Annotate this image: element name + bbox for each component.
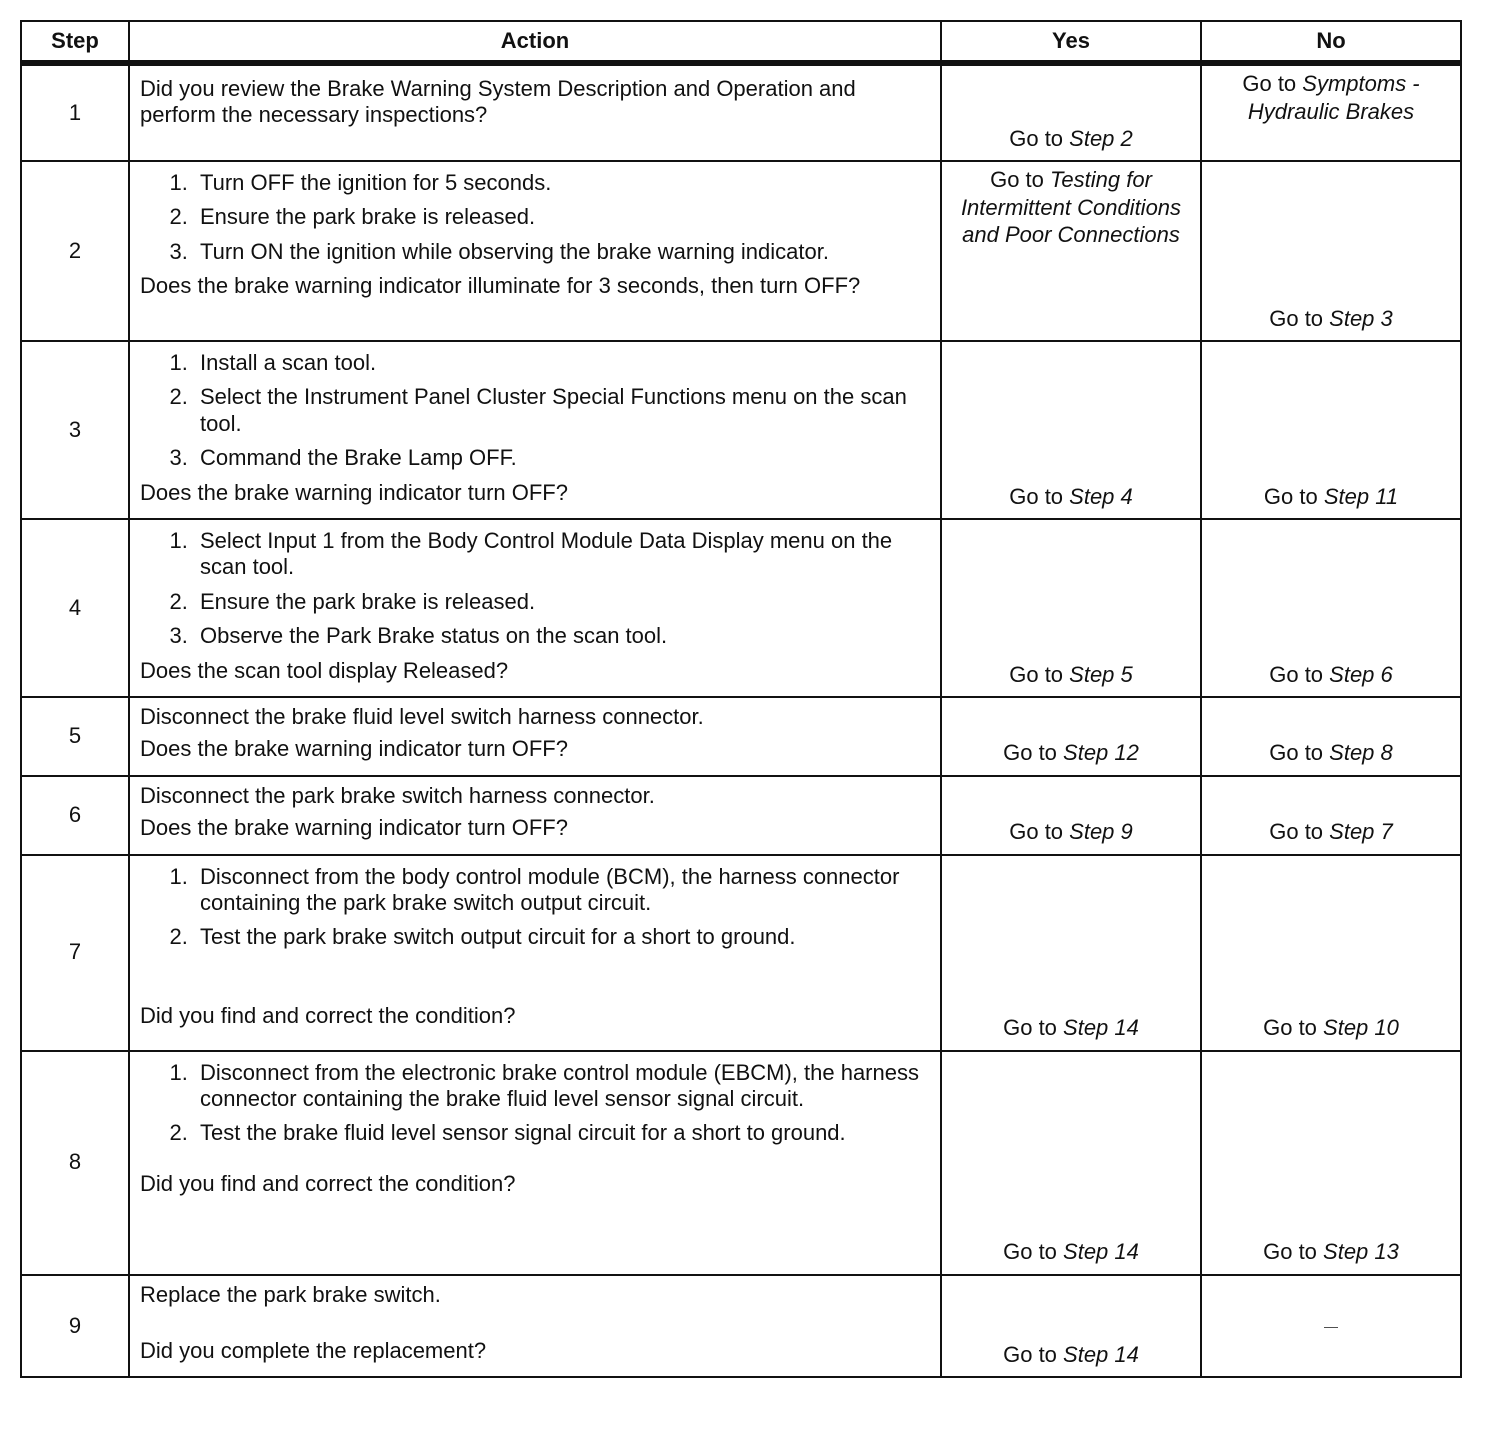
action-cell: [129, 697, 941, 776]
step-number: 3: [21, 341, 129, 519]
question-text: Does the brake warning indicator turn OFF?: [140, 736, 568, 762]
action-list: [140, 170, 930, 265]
yes-target: Step 14: [1063, 1239, 1139, 1265]
yes-target: Step 9: [1069, 819, 1133, 845]
step-number: 8: [21, 1051, 129, 1275]
no-cell: [1201, 161, 1461, 341]
yes-cell: [941, 776, 1201, 855]
header-no: No: [1201, 21, 1461, 63]
no-prefix: Go to: [1269, 661, 1330, 687]
action-item: 1. Select Input 1 from the Body Control Module Data Display menu on the scan tool.: [194, 528, 930, 581]
yes-prefix: Go to: [1003, 1239, 1064, 1265]
table-row: [21, 519, 1461, 697]
intro-text: Disconnect the brake fluid level switch harness connector.: [140, 703, 704, 729]
action-cell: [129, 63, 941, 161]
yes-cell: [941, 697, 1201, 776]
yes-cell: [941, 519, 1201, 697]
no-target: Step 11: [1323, 483, 1399, 509]
no-target: Symptoms - Hydraulic Brakes: [1247, 71, 1420, 124]
no-prefix: Go to: [1263, 483, 1324, 509]
no-prefix: Go to: [1242, 71, 1303, 96]
diagnostic-table: [20, 20, 1462, 1378]
no-cell: [1201, 1051, 1461, 1275]
action-item: 2. Ensure the park brake is released.: [194, 204, 930, 230]
no-cell: [1201, 1275, 1461, 1378]
no-target: Step 8: [1329, 740, 1393, 766]
yes-target: Step 12: [1063, 740, 1139, 766]
yes-target: Step 14: [1063, 1341, 1139, 1367]
header-row: [21, 21, 1461, 63]
action-cell: [129, 776, 941, 855]
yes-cell: [941, 63, 1201, 161]
question-text: Did you find and correct the condition?: [140, 1170, 516, 1196]
step-number: 9: [21, 1275, 129, 1378]
no-cell: [1201, 63, 1461, 161]
yes-prefix: Go to: [1009, 483, 1070, 509]
header-action: Action: [129, 21, 941, 63]
yes-prefix: Go to: [990, 167, 1050, 192]
no-target: Step 3: [1329, 305, 1393, 331]
header-step: Step: [21, 21, 129, 63]
no-prefix: Go to: [1263, 1015, 1324, 1041]
step-number: 1: [21, 63, 129, 161]
action-cell: [129, 519, 941, 697]
yes-target: Step 4: [1069, 483, 1133, 509]
step-number: 2: [21, 161, 129, 341]
step-number: 4: [21, 519, 129, 697]
no-cell: [1201, 697, 1461, 776]
action-item: 3. Command the Brake Lamp OFF.: [194, 445, 930, 471]
action-cell: [129, 1051, 941, 1275]
question-text: Does the brake warning indicator turn OFF?: [140, 479, 568, 505]
action-item: 1. Disconnect from the body control module (BCM), the harness connector containing the park brake switch output circuit.: [194, 864, 930, 917]
yes-target: Step 14: [1063, 1015, 1139, 1041]
yes-prefix: Go to: [1003, 740, 1064, 766]
no-prefix: Go to: [1263, 1239, 1324, 1265]
yes-prefix: Go to: [1009, 125, 1070, 151]
no-target: Step 13: [1323, 1239, 1399, 1265]
yes-cell: [941, 161, 1201, 341]
yes-prefix: Go to: [1003, 1341, 1064, 1367]
no-cell: [1201, 855, 1461, 1051]
yes-cell: [941, 1051, 1201, 1275]
question-text: Does the brake warning indicator turn OFF?: [140, 815, 568, 841]
no-target: Step 6: [1329, 661, 1393, 687]
action-item: 1. Install a scan tool.: [194, 350, 930, 376]
action-list: [140, 528, 930, 650]
yes-cell: [941, 855, 1201, 1051]
no-prefix: Go to: [1269, 819, 1330, 845]
step-number: 5: [21, 697, 129, 776]
yes-prefix: Go to: [1009, 819, 1070, 845]
no-prefix: Go to: [1269, 305, 1330, 331]
action-item: 2. Select the Instrument Panel Cluster Special Functions menu on the scan tool.: [194, 384, 930, 437]
no-cell: [1201, 519, 1461, 697]
intro-text: Disconnect the park brake switch harness connector.: [140, 782, 655, 808]
header-yes: Yes: [941, 21, 1201, 63]
question-text: Did you complete the replacement?: [140, 1337, 487, 1363]
no-prefix: Go to: [1269, 740, 1330, 766]
action-item: 2. Test the park brake switch output circuit for a short to ground.: [194, 924, 930, 950]
action-cell: [129, 1275, 941, 1378]
action-item: 2. Test the brake fluid level sensor signal circuit for a short to ground.: [194, 1120, 930, 1146]
action-cell: [129, 855, 941, 1051]
action-item: 3. Turn ON the ignition while observing the brake warning indicator.: [194, 239, 930, 265]
step-number: 7: [21, 855, 129, 1051]
step-number: 6: [21, 776, 129, 855]
yes-prefix: Go to: [1003, 1015, 1064, 1041]
question-text: Does the scan tool display Released?: [140, 657, 509, 683]
yes-cell: [941, 1275, 1201, 1378]
question-text: Does the brake warning indicator illuminate for 3 seconds, then turn OFF?: [140, 273, 861, 299]
no-cell: [1201, 776, 1461, 855]
action-list: [140, 1060, 930, 1147]
action-cell: [129, 341, 941, 519]
yes-prefix: Go to: [1009, 661, 1070, 687]
action-list: [140, 864, 930, 951]
action-list: [140, 350, 930, 472]
no-target: Step 10: [1323, 1015, 1399, 1041]
yes-cell: [941, 341, 1201, 519]
action-item: 3. Observe the Park Brake status on the scan tool.: [194, 623, 930, 649]
table-row: [21, 776, 1461, 855]
no-target: —: [1324, 1317, 1338, 1334]
table-row: [21, 341, 1461, 519]
action-cell: [129, 161, 941, 341]
intro-text: Replace the park brake switch.: [140, 1281, 441, 1307]
table-row: [21, 855, 1461, 1051]
question-text: Did you find and correct the condition?: [140, 1002, 516, 1028]
action-item: 2. Ensure the park brake is released.: [194, 589, 930, 615]
table-row: [21, 1275, 1461, 1378]
yes-target: Step 2: [1069, 125, 1133, 151]
table-row: [21, 161, 1461, 341]
question-text: Did you review the Brake Warning System Description and Operation and perform the necessary inspections?: [140, 76, 856, 128]
no-cell: [1201, 341, 1461, 519]
table-row: [21, 697, 1461, 776]
action-item: 1. Turn OFF the ignition for 5 seconds.: [194, 170, 930, 196]
table-row: [21, 1051, 1461, 1275]
no-target: Step 7: [1329, 819, 1393, 845]
yes-target: Step 5: [1069, 661, 1133, 687]
yes-target: Testing for Intermittent Conditions and Poor Connections: [960, 167, 1182, 247]
action-item: 1. Disconnect from the electronic brake control module (EBCM), the harness connector containing the brake fluid level sensor signal circuit.: [194, 1060, 930, 1113]
table-row: [21, 63, 1461, 161]
